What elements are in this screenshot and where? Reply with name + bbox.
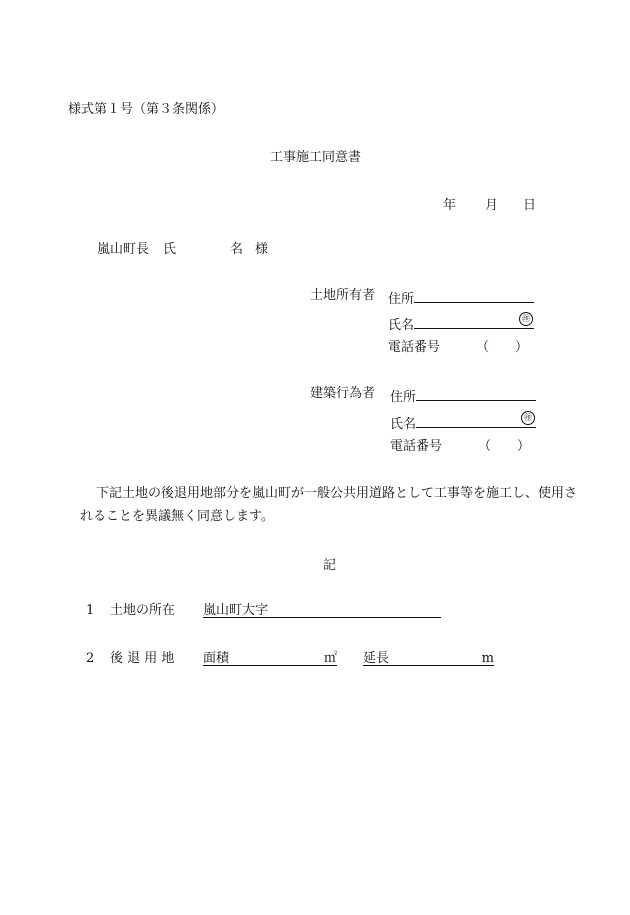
builder-address-field [390, 386, 536, 406]
owner-name-field [388, 314, 534, 334]
item1-label: 土地の所在 [110, 603, 176, 618]
owner-address-field [388, 288, 534, 308]
builder-address-line [416, 386, 536, 401]
addressee-shi: 氏 [163, 242, 177, 257]
item1-value-field [203, 603, 441, 619]
owner-phone-parens: （ ） [476, 340, 529, 355]
item2-number: 2 [86, 651, 95, 666]
owner-name-label: 氏名 [388, 318, 415, 333]
consent-paragraph: 下記土地の後退用地部分を嵐山町が一般公共用道路として工事等を施工し、使用されることを異議無く同意します。 [80, 486, 578, 524]
builder-phone-label: 電話番号 [390, 439, 443, 454]
owner-phone-label: 電話番号 [388, 340, 441, 355]
item2-length-underline [363, 651, 494, 666]
builder-role-label: 建築行為者 [310, 386, 376, 401]
builder-seal-mark: ㊞ [521, 411, 535, 425]
builder-name-label: 氏名 [390, 417, 417, 432]
document-title: 工事施工同意書 [270, 150, 362, 165]
addressee-sama: 様 [255, 242, 269, 257]
form-number: 様式第１号（第３条関係） [68, 102, 225, 117]
addressee-town: 嵐山町長 [97, 242, 150, 257]
item2-length-label: 延長 [363, 651, 390, 666]
builder-name-field [390, 413, 536, 433]
date-month-label: 月 [485, 198, 499, 213]
ki-heading: 記 [323, 558, 337, 573]
builder-address-label: 住所 [390, 390, 417, 405]
date-year-label: 年 [443, 198, 457, 213]
item1-underline [203, 603, 441, 618]
owner-seal-mark: ㊞ [519, 312, 533, 326]
builder-name-line [416, 413, 536, 428]
owner-address-label: 住所 [388, 292, 415, 307]
addressee-mei: 名 [230, 242, 244, 257]
item2-length-field [363, 651, 494, 667]
item2-area-field [203, 651, 337, 667]
item1-number: 1 [86, 603, 95, 618]
item2-label: 後 退 用 地 [110, 651, 175, 666]
builder-phone-parens: （ ） [478, 439, 531, 454]
owner-role-label: 土地所有者 [310, 288, 376, 303]
item2-area-unit: ㎡ [323, 651, 337, 666]
item2-area-label: 面積 [203, 651, 230, 666]
item2-length-unit: m [481, 651, 494, 666]
item1-value: 嵐山町大字 [203, 603, 269, 618]
item2-area-underline [203, 651, 337, 666]
date-day-label: 日 [523, 198, 537, 213]
owner-name-line [414, 314, 534, 329]
owner-address-line [414, 288, 534, 303]
